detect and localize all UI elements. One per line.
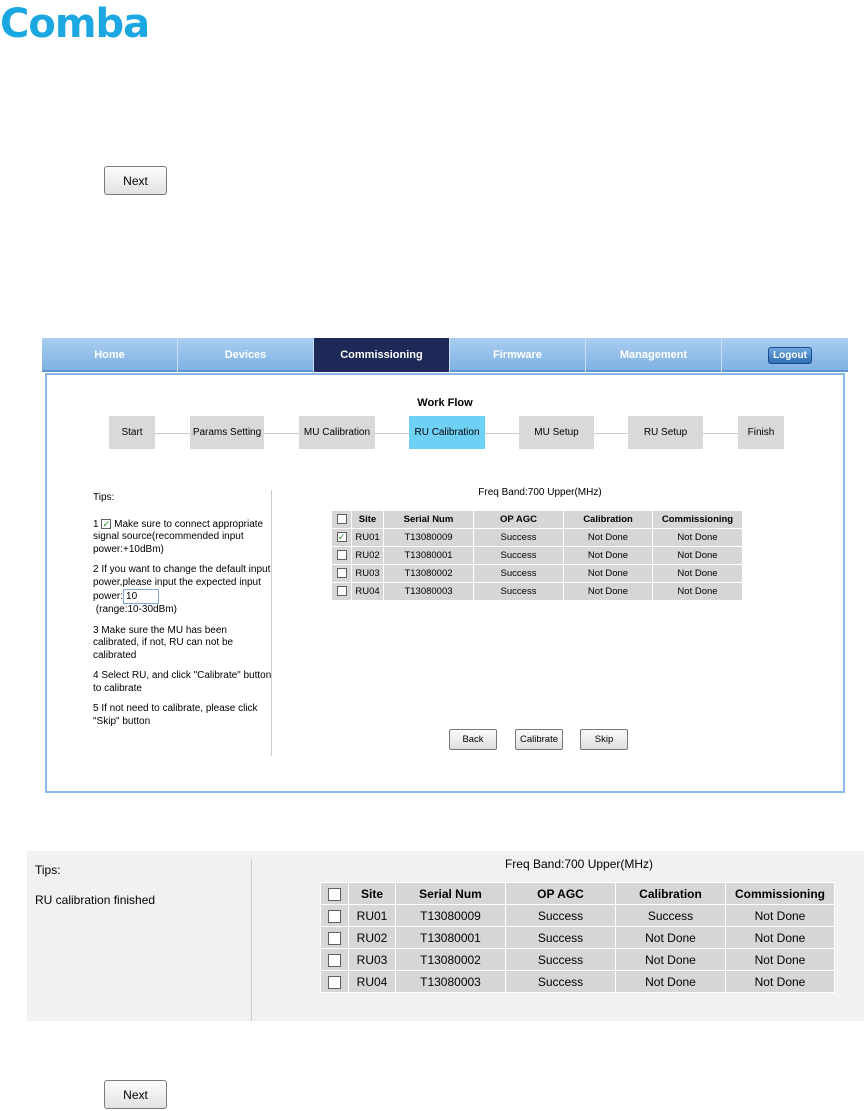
serial-cell: T13080009 xyxy=(396,905,506,927)
commissioning-cell: Not Done xyxy=(726,927,835,949)
nav-tab-firmware[interactable]: Firmware xyxy=(450,338,586,372)
row-checkbox[interactable] xyxy=(337,568,347,578)
tip-1: 1 ✓ Make sure to connect appropriate signal source(recommended input power:+10dBm) xyxy=(93,518,264,555)
op-agc-cell: Success xyxy=(474,529,564,547)
calibration-cell: Not Done xyxy=(616,971,726,993)
row-checkbox-cell xyxy=(321,927,349,949)
freq-band-label: Freq Band:700 Upper(MHz) xyxy=(504,857,654,871)
table-row[interactable] xyxy=(332,565,743,583)
row-checkbox[interactable] xyxy=(337,550,347,560)
serial-cell: T13080009 xyxy=(384,529,474,547)
tips-heading: Tips: xyxy=(93,492,115,503)
op-agc-cell: Success xyxy=(506,927,616,949)
workflow-step-mu-calibration: MU Calibration xyxy=(299,416,375,449)
row-checkbox[interactable]: ✓ xyxy=(337,532,346,543)
workflow-step-ru-setup: RU Setup xyxy=(628,416,703,449)
serial-cell: T13080001 xyxy=(384,547,474,565)
nav-tab-commissioning[interactable]: Commissioning xyxy=(314,338,450,372)
workflow-title: Work Flow xyxy=(417,397,473,409)
tip-3: 3 Make sure the MU has been calibrated, if not, RU can not be calibrated xyxy=(93,624,234,661)
site-cell: RU01 xyxy=(349,905,396,927)
table-header-row xyxy=(332,511,743,529)
tips-heading: Tips: xyxy=(35,863,61,877)
workflow-step-ru-calibration: RU Calibration xyxy=(409,416,485,449)
op-agc-cell: Success xyxy=(506,971,616,993)
commissioning-cell: Not Done xyxy=(653,565,743,583)
select-all-checkbox[interactable] xyxy=(337,514,347,524)
row-checkbox-cell xyxy=(321,971,349,993)
tip-4: 4 Select RU, and click "Calibrate" button to calibrate xyxy=(93,670,272,694)
next-button-bottom[interactable]: Next xyxy=(104,1080,167,1109)
freq-band-label: Freq Band:700 Upper(MHz) xyxy=(478,487,602,498)
row-checkbox-cell xyxy=(332,565,352,583)
tips-divider xyxy=(251,859,252,1021)
site-cell: RU02 xyxy=(352,547,384,565)
ru-table-finished xyxy=(320,882,835,993)
table-header-row xyxy=(321,883,835,905)
table-row[interactable] xyxy=(321,971,835,993)
col-serial-num: Serial Num xyxy=(396,883,506,905)
site-cell: RU03 xyxy=(349,949,396,971)
row-checkbox-cell xyxy=(332,547,352,565)
tip-2 xyxy=(93,564,273,617)
commissioning-cell: Not Done xyxy=(726,949,835,971)
comba-logo: Comba xyxy=(0,1,150,47)
tips-panel xyxy=(93,492,273,736)
col-calibration: Calibration xyxy=(616,883,726,905)
calibration-cell: Not Done xyxy=(616,949,726,971)
col-calibration: Calibration xyxy=(564,511,653,529)
op-agc-cell: Success xyxy=(474,583,564,601)
serial-cell: T13080002 xyxy=(384,565,474,583)
signal-confirm-checkbox[interactable]: ✓ xyxy=(102,518,111,529)
commissioning-panel xyxy=(45,373,845,793)
table-row[interactable] xyxy=(321,905,835,927)
site-cell: RU02 xyxy=(349,927,396,949)
col-op-agc: OP AGC xyxy=(474,511,564,529)
site-cell: RU04 xyxy=(352,583,384,601)
commissioning-cell: Not Done xyxy=(653,547,743,565)
row-checkbox[interactable] xyxy=(328,976,341,989)
row-checkbox[interactable] xyxy=(328,910,341,923)
row-checkbox-cell xyxy=(332,583,352,601)
tips-divider xyxy=(271,490,272,756)
table-row[interactable] xyxy=(332,529,743,547)
select-all-checkbox[interactable] xyxy=(328,888,341,901)
row-checkbox-cell xyxy=(321,905,349,927)
col-site: Site xyxy=(349,883,396,905)
serial-cell: T13080003 xyxy=(384,583,474,601)
row-checkbox-cell xyxy=(332,529,352,547)
tip-5: 5 If not need to calibrate, please click "Skip" button xyxy=(93,703,258,727)
workflow-step-params-setting: Params Setting xyxy=(190,416,264,449)
nav-tab-management[interactable]: Management xyxy=(586,338,722,372)
col-op-agc: OP AGC xyxy=(506,883,616,905)
tip-1-text: Make sure to connect appropriate signal source(recommended input power:+10dBm) xyxy=(93,518,264,555)
tip-2-text: 2 If you want to change the default input power,please input the expected input power: xyxy=(93,564,271,602)
table-row[interactable] xyxy=(332,547,743,565)
skip-button[interactable]: Skip xyxy=(580,729,628,750)
row-checkbox[interactable] xyxy=(328,954,341,967)
workflow-step-start: Start xyxy=(109,416,155,449)
nav-tab-devices[interactable]: Devices xyxy=(178,338,314,372)
table-row[interactable] xyxy=(321,949,835,971)
commissioning-cell: Not Done xyxy=(653,529,743,547)
workflow-step-mu-setup: MU Setup xyxy=(519,416,594,449)
site-cell: RU04 xyxy=(349,971,396,993)
next-button-top[interactable]: Next xyxy=(104,166,167,195)
site-cell: RU01 xyxy=(352,529,384,547)
commissioning-cell: Not Done xyxy=(653,583,743,601)
calibration-finished-message: RU calibration finished xyxy=(35,893,156,907)
calibration-cell: Not Done xyxy=(564,547,653,565)
calibration-cell: Not Done xyxy=(564,529,653,547)
commissioning-cell: Not Done xyxy=(726,971,835,993)
op-agc-cell: Success xyxy=(474,565,564,583)
select-all-cell xyxy=(321,883,349,905)
table-row[interactable] xyxy=(321,927,835,949)
calibration-cell: Success xyxy=(616,905,726,927)
select-all-cell xyxy=(332,511,352,529)
calibration-cell: Not Done xyxy=(564,565,653,583)
serial-cell: T13080003 xyxy=(396,971,506,993)
col-site: Site xyxy=(352,511,384,529)
logout-button[interactable]: Logout xyxy=(768,347,812,364)
calibrate-button[interactable]: Calibrate xyxy=(515,729,563,750)
workflow-step-finish: Finish xyxy=(738,416,784,449)
tip-2-range: (range:10-30dBm) xyxy=(95,604,177,615)
calibration-cell: Not Done xyxy=(616,927,726,949)
table-row[interactable] xyxy=(332,583,743,601)
top-navigation xyxy=(42,338,848,372)
ru-calibration-screenshot xyxy=(42,338,848,796)
ru-table xyxy=(331,510,743,601)
op-agc-cell: Success xyxy=(474,547,564,565)
col-commissioning: Commissioning xyxy=(653,511,743,529)
commissioning-cell: Not Done xyxy=(726,905,835,927)
op-agc-cell: Success xyxy=(506,949,616,971)
site-cell: RU03 xyxy=(352,565,384,583)
col-commissioning: Commissioning xyxy=(726,883,835,905)
tips-panel-finished xyxy=(35,862,155,908)
calibration-cell: Not Done xyxy=(564,583,653,601)
nav-tab-home[interactable]: Home xyxy=(42,338,178,372)
serial-cell: T13080002 xyxy=(396,949,506,971)
calibration-finished-screenshot xyxy=(27,851,864,1021)
row-checkbox[interactable] xyxy=(337,586,347,596)
input-power-field[interactable] xyxy=(123,589,159,604)
col-serial-num: Serial Num xyxy=(384,511,474,529)
serial-cell: T13080001 xyxy=(396,927,506,949)
row-checkbox[interactable] xyxy=(328,932,341,945)
op-agc-cell: Success xyxy=(506,905,616,927)
back-button[interactable]: Back xyxy=(449,729,497,750)
row-checkbox-cell xyxy=(321,949,349,971)
